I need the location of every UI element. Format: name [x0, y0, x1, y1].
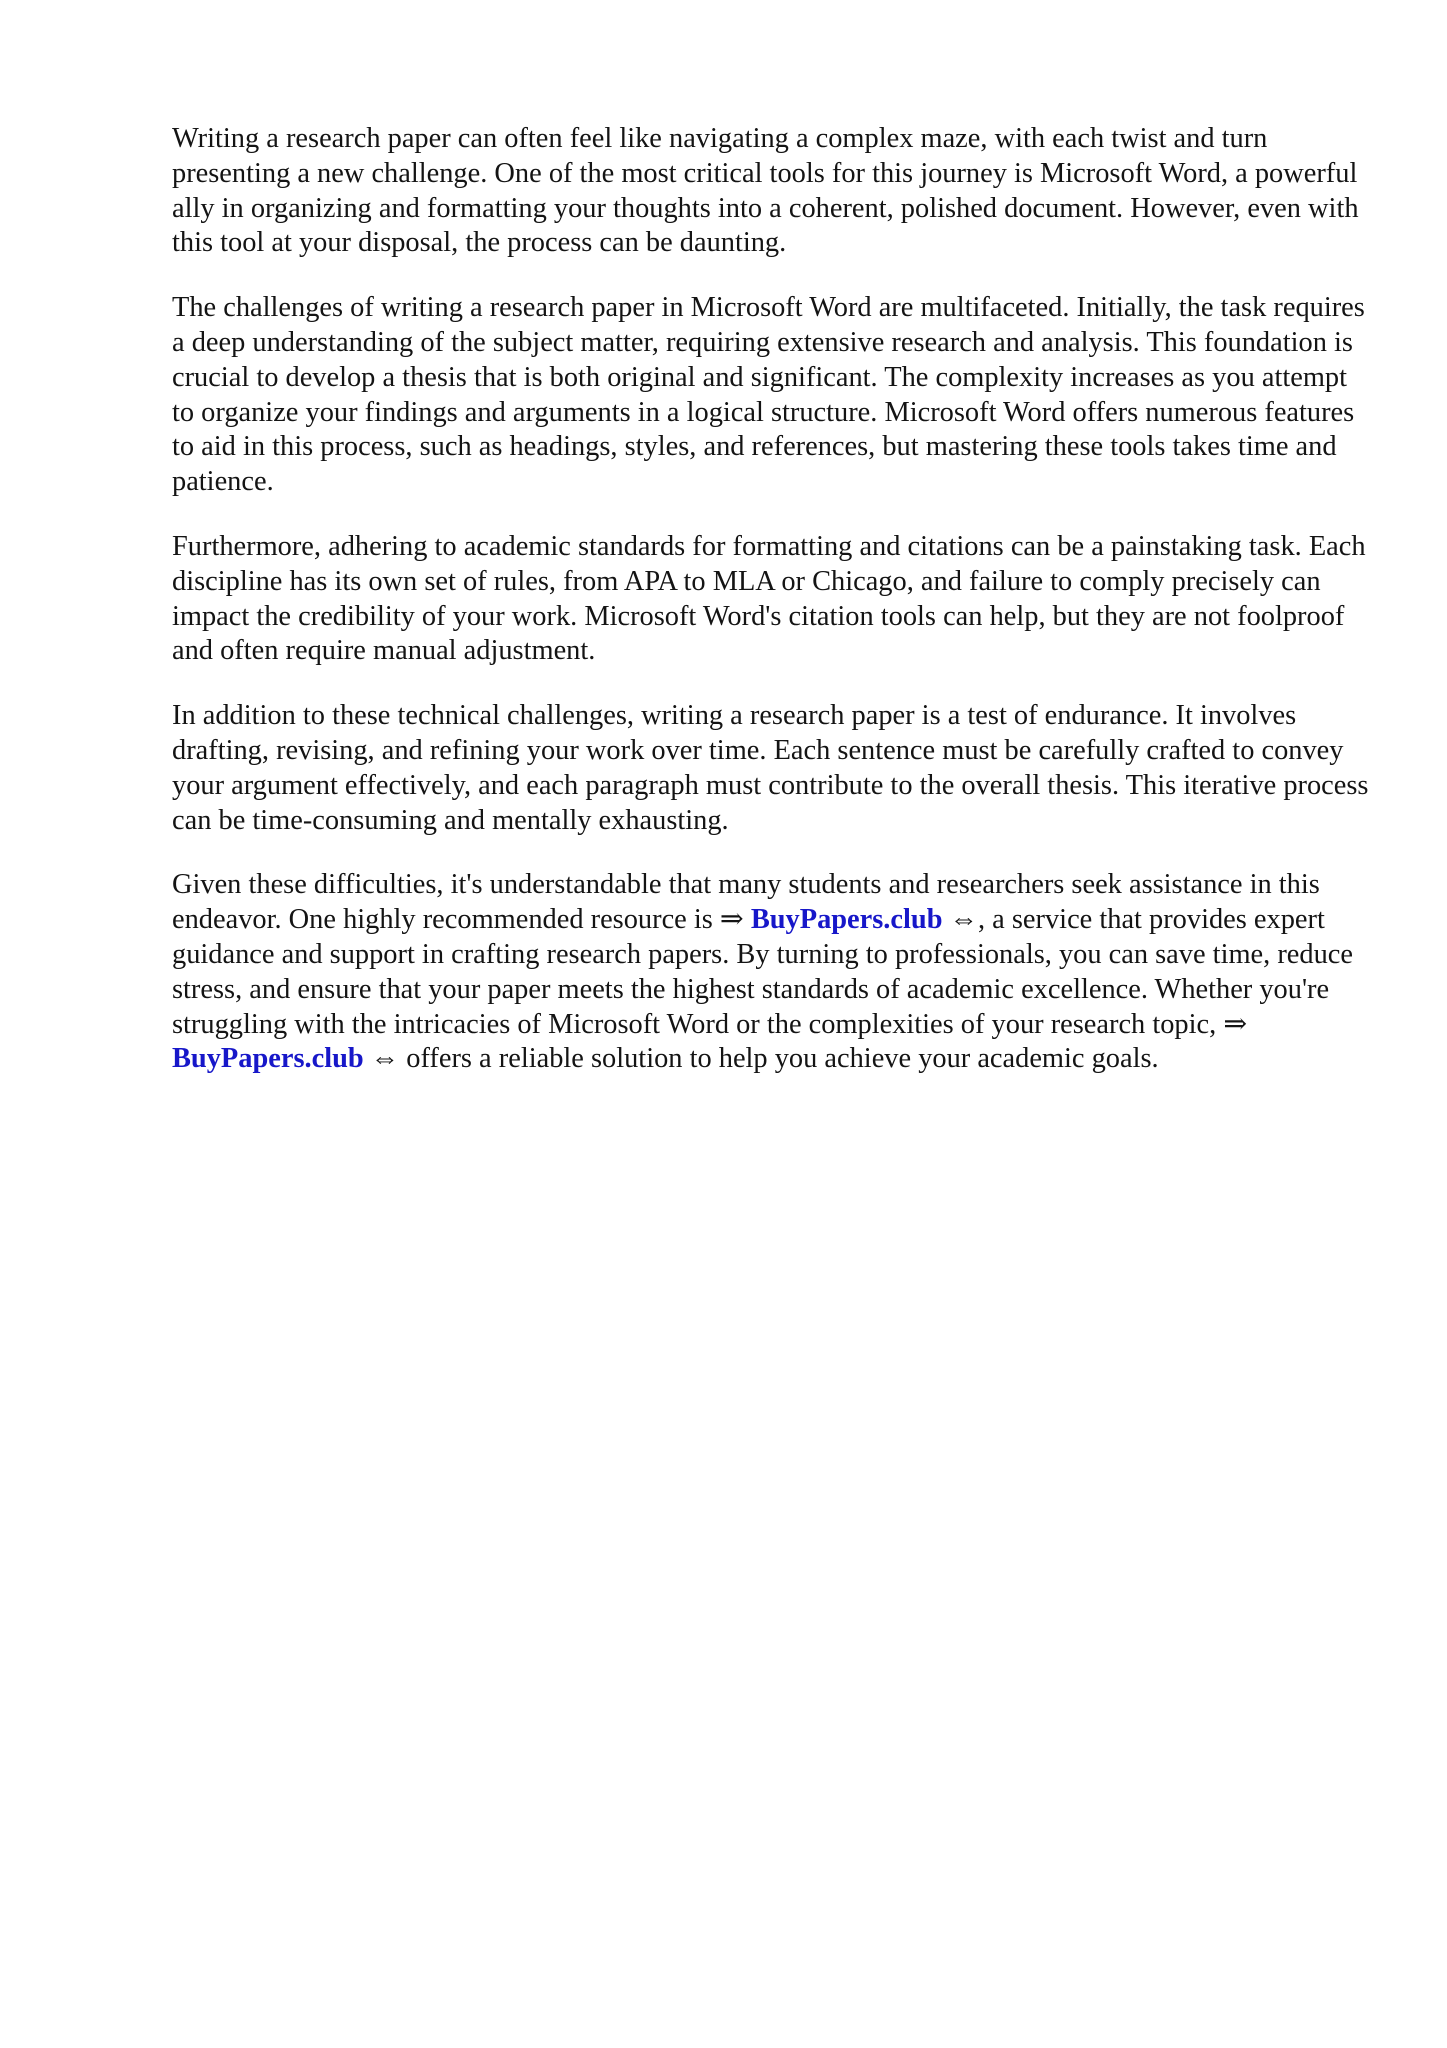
- paragraph-endurance: In addition to these technical challenges, writing a research paper is a test of endurance. It involves drafting, revising, and refining your work over time. Each sentence must be carefully crafted to convey your argument effectively, and each paragraph must contribute to the overall thesis. This iterative process can be time-consuming and mentally exhausting.: [172, 700, 1369, 836]
- left-right-arrow-icon: ⇔: [370, 1043, 400, 1075]
- paragraph-intro: Writing a research paper can often feel like navigating a complex maze, with each twist and turn presenting a new challenge. One of the most critical tools for this journey is Microsoft Word, a powerful ally in organizing and formatting your thoughts into a coherent, polished document. However, even with this tool at your disposal, the process can be daunting.: [172, 123, 1359, 259]
- document-page: [172, 122, 1372, 1107]
- buypapers-link-1[interactable]: BuyPapers.club: [750, 904, 943, 936]
- right-arrow-icon: ⇒: [719, 904, 744, 936]
- recommendation-text-part-2: , a service that provides expert guidance and support in crafting research papers. By turning to professionals, you can save time, reduce stress, and ensure that your paper meets the highest standards of academic excellence. Whether you're struggling with the intricacies of Microsoft Word or the complexities of your research topic,: [172, 904, 1353, 1040]
- paragraph-challenges: The challenges of writing a research paper in Microsoft Word are multifaceted. Initially, the task requires a deep understanding of the subject matter, requiring extensive research and analysis. This foundation is crucial to develop a thesis that is both original and significant. The complexity increases as you attempt to organize your findings and arguments in a logical structure. Microsoft Word offers numerous features to aid in this process, such as headings, styles, and references, but mastering these tools takes time and patience.: [172, 292, 1365, 498]
- left-right-arrow-icon: ⇔: [949, 904, 978, 936]
- recommendation-text-part-3: offers a reliable solution to help you achieve your academic goals.: [399, 1043, 1159, 1075]
- right-arrow-icon: ⇒: [1223, 1008, 1248, 1040]
- buypapers-link-2[interactable]: BuyPapers.club: [172, 1043, 364, 1075]
- paragraph-standards: Furthermore, adhering to academic standards for formatting and citations can be a painstaking task. Each discipline has its own set of rules, from APA to MLA or Chicago, and failure to comply precisely can impact the credibility of your work. Microsoft Word's citation tools can help, but they are not foolproof and often require manual adjustment.: [172, 530, 1366, 667]
- paragraph-recommendation: [172, 868, 1372, 1077]
- recommendation-text-part-1: Given these difficulties, it's understandable that many students and researchers seek assistance in this endeavor. One highly recommended resource is: [172, 869, 1320, 936]
